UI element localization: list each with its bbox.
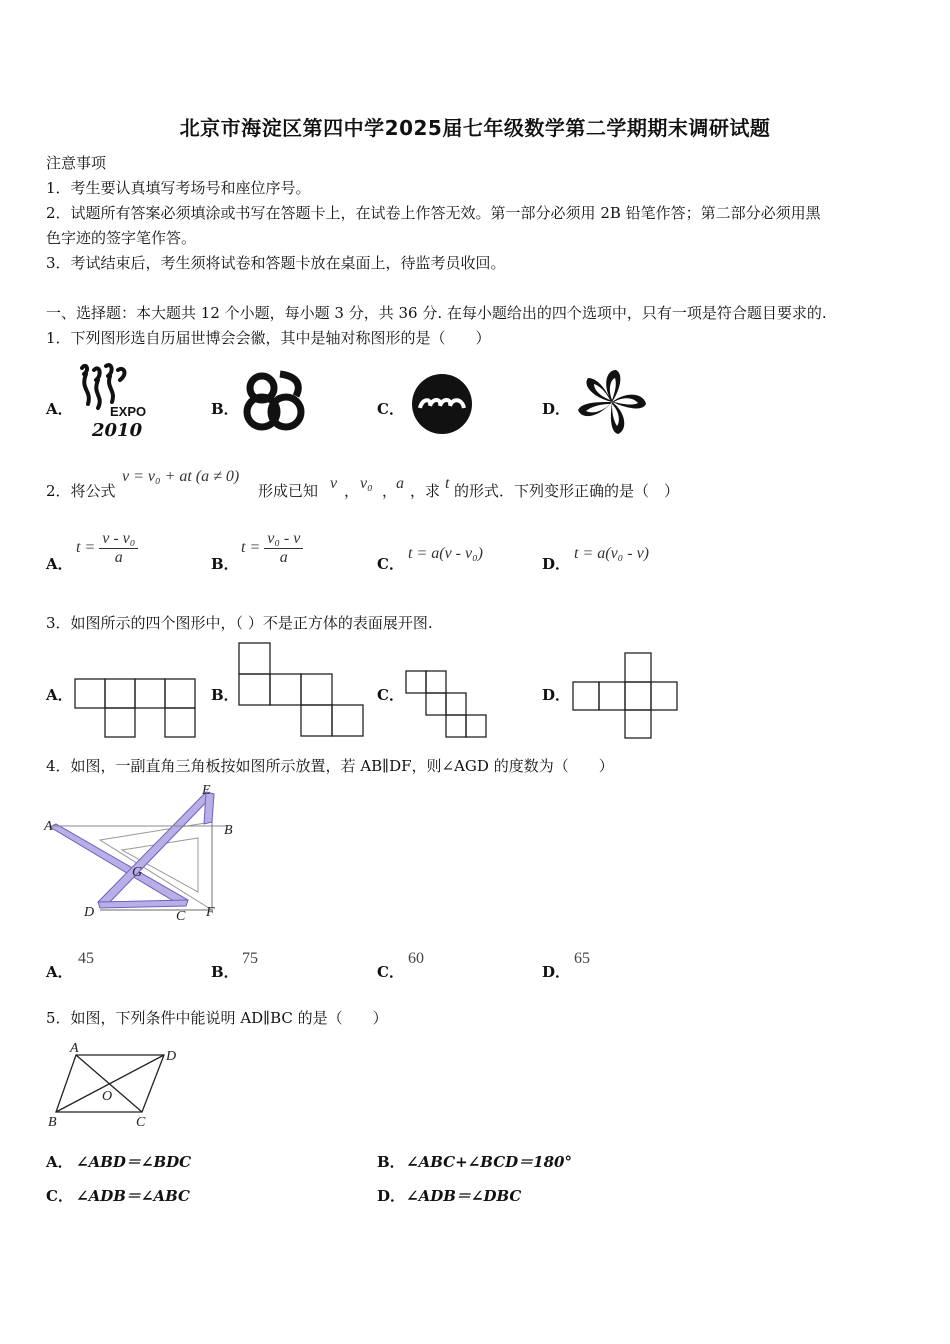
q2-option-b-lhs: t = <box>241 539 261 557</box>
q5-option-b-label: B． <box>377 1153 405 1171</box>
q5-point-b: B <box>48 1115 57 1130</box>
q4-point-e: E <box>202 783 211 798</box>
q3-option-b-label: B． <box>211 686 239 704</box>
q4-point-f: F <box>206 905 215 920</box>
q4-option-a-label: A． <box>46 963 73 981</box>
q5-option-a: ∠ABD＝∠BDC <box>76 1153 192 1171</box>
q2-option-c: t = a(v - v₀) <box>408 545 483 562</box>
q2-option-a <box>76 530 138 567</box>
q2-var-a: a <box>396 475 404 492</box>
q2-var-t: t <box>445 475 450 492</box>
q2-separator-1: ， <box>344 482 360 500</box>
q4-option-d-label: D． <box>542 963 571 981</box>
q2-option-b-label: B． <box>211 555 239 573</box>
q3-net-b <box>238 642 366 738</box>
q1-option-d-label: D． <box>542 400 571 418</box>
q2-option-b-numerator: v₀ - v <box>264 530 303 549</box>
q5-option-d: ∠ADB＝∠DBC <box>406 1187 522 1205</box>
notice-item-1: 1．考生要认真填写考场号和座位序号。 <box>46 179 311 197</box>
q2-stem-find: ，求 <box>410 482 441 500</box>
q3-stem: 3．如图所示的四个图形中，（ ）不是正方体的表面展开图. <box>46 614 433 632</box>
q2-var-v: v <box>330 475 338 492</box>
q4-point-a: A <box>44 819 53 834</box>
q3-option-c-label: C． <box>377 686 404 704</box>
q5-option-c-label: C． <box>46 1187 73 1205</box>
q5-option-d-label: D． <box>377 1187 406 1205</box>
q2-option-b <box>241 530 303 567</box>
q5-option-b: ∠ABC+∠BCD＝180° <box>406 1153 572 1171</box>
q1-option-c-label: C． <box>377 400 404 418</box>
q5-parallelogram-figure <box>46 1040 196 1132</box>
waves-circle-logo <box>410 372 474 436</box>
q2-option-c-label: C． <box>377 555 404 573</box>
notice-item-2-cont: 色字迹的签字笔作答。 <box>46 229 197 247</box>
q5-point-a: A <box>70 1041 79 1056</box>
q2-option-a-denominator: a <box>114 549 123 566</box>
q4-option-c: 60 <box>408 950 424 967</box>
q4-option-a: 45 <box>78 950 94 967</box>
q4-option-c-label: C． <box>377 963 404 981</box>
q4-triangles-figure <box>40 782 250 924</box>
q5-option-c: ∠ADB＝∠ABC <box>76 1187 190 1205</box>
q5-stem: 5．如图，下列条件中能说明 AD∥BC 的是（ ） <box>46 1009 388 1027</box>
notice-item-3: 3．考试结束后，考生须将试卷和答题卡放在桌面上，待监考员收回。 <box>46 254 506 272</box>
q4-point-b: B <box>224 823 233 838</box>
q1-option-a-label: A． <box>46 400 73 418</box>
q4-option-b: 75 <box>242 950 258 967</box>
section-heading: 一、选择题：本大题共 12 个小题，每小题 3 分，共 36 分. 在每小题给出的四个选项中，只有一项是符合题目要求的. <box>46 304 827 322</box>
notice-item-2: 2．试题所有答案必须填涂或书写在答题卡上，在试卷上作答无效。第一部分必须用 2B 铅笔作答；第二部分必须用黑 <box>46 204 821 222</box>
q4-point-c: C <box>176 909 186 924</box>
q1-option-b-label: B． <box>211 400 239 418</box>
q1-stem: 1．下列图形选自历届世博会会徽，其中是轴对称图形的是（ ） <box>46 329 491 347</box>
expo-logo-year: 2010 <box>92 420 143 441</box>
q4-option-d: 65 <box>574 950 590 967</box>
q2-option-d: t = a(v₀ - v) <box>574 545 649 562</box>
expo-logo-text: EXPO <box>110 404 147 419</box>
q5-point-d: D <box>166 1049 177 1064</box>
flower-logo <box>572 366 652 438</box>
q2-option-b-denominator: a <box>279 549 288 566</box>
q4-option-b-label: B． <box>211 963 239 981</box>
q3-option-a-label: A． <box>46 686 73 704</box>
page-title: 北京市海淀区第四中学2025届七年级数学第二学期期末调研试题 <box>179 116 771 140</box>
q2-option-b-fraction <box>264 530 303 567</box>
q3-net-c <box>405 670 489 738</box>
knot-logo <box>240 370 310 440</box>
q2-option-a-label: A． <box>46 555 73 573</box>
q2-stem-start: 2．将公式 <box>46 482 116 500</box>
notice-heading: 注意事项 <box>46 154 107 172</box>
q5-point-c: C <box>136 1115 146 1130</box>
q3-option-d-label: D． <box>542 686 571 704</box>
q3-net-a <box>74 678 196 738</box>
q2-formula: v = v₀ + at (a ≠ 0) <box>122 468 240 485</box>
q2-stem-end: 的形式．下列变形正确的是（ ） <box>454 482 680 500</box>
expo-2010-logo <box>76 360 156 440</box>
q2-option-d-label: D． <box>542 555 571 573</box>
q5-point-o: O <box>102 1089 113 1104</box>
q4-stem: 4．如图，一副直角三角板按如图所示放置，若 AB∥DF，则∠AGD 的度数为（ ） <box>46 757 614 775</box>
q2-separator-2: ， <box>382 482 398 500</box>
q2-option-a-fraction <box>99 530 138 567</box>
q2-option-a-lhs: t = <box>76 539 96 557</box>
q4-point-d: D <box>84 905 95 920</box>
q3-net-d <box>572 652 680 740</box>
q2-var-v0: v₀ <box>360 475 373 492</box>
q2-option-a-numerator: v - v₀ <box>99 530 138 549</box>
q2-stem-known: 形成已知 <box>258 482 319 500</box>
q5-option-a-label: A． <box>46 1153 73 1171</box>
q4-point-g: G <box>132 865 143 880</box>
